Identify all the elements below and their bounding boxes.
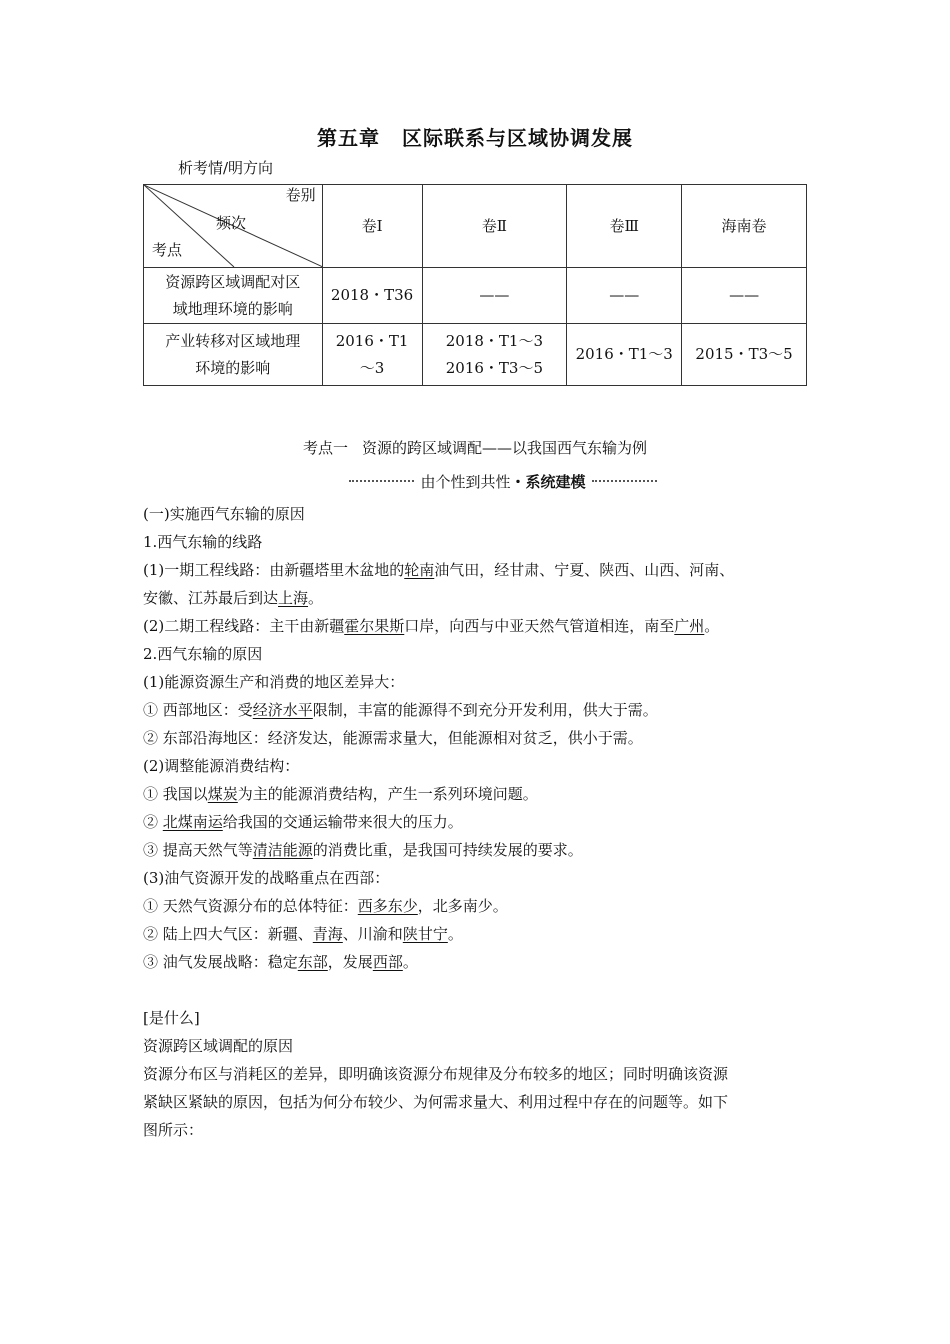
exam-table — [143, 184, 807, 386]
heading-reasons: (一)实施西气东输的原因 — [143, 505, 305, 523]
paragraph: 资源分布区与消耗区的差异，即明确该资源分布规律及分布较多的地区；同时明确该资源 — [143, 1065, 729, 1083]
paragraph: ② 东部沿海地区：经济发达，能源需求量大，但能源相对贫乏，供小于需。 — [143, 729, 643, 747]
paragraph: 图所示： — [143, 1121, 204, 1139]
cell: —— — [567, 268, 682, 324]
heading-route: 1.西气东输的线路 — [143, 533, 263, 551]
col-header-1: 卷Ⅰ — [322, 185, 422, 268]
row-topic: 产业转移对区域地理 环境的影响 — [144, 324, 323, 386]
row-topic: 资源跨区域调配对区 域地理环境的影响 — [144, 268, 323, 324]
col-header-2: 卷Ⅱ — [422, 185, 567, 268]
cell: 2018・T1～3 2016・T3～5 — [422, 324, 567, 386]
header-kaodian: 考点 — [152, 241, 183, 259]
section-banner — [343, 470, 663, 492]
dotted-line-right — [592, 480, 657, 482]
col-header-4: 海南卷 — [682, 185, 807, 268]
heading-cause: 2.西气东输的原因 — [143, 645, 263, 663]
paragraph: ③ 油气发展战略：稳定东部，发展西部。 — [143, 953, 418, 971]
paragraph: ① 天然气资源分布的总体特征：西多东少，北多南少。 — [143, 897, 508, 915]
paragraph: 紧缺区紧缺的原因，包括为何分布较少、为何需求量大、利用过程中存在的问题等。如下 — [143, 1093, 729, 1111]
paragraph: 资源跨区域调配的原因 — [143, 1037, 294, 1055]
paragraph: ① 我国以煤炭为主的能源消费结构，产生一系列环境问题。 — [143, 785, 538, 803]
subtitle: 析考情/明方向 — [178, 159, 274, 177]
spacer — [143, 976, 813, 1004]
header-juanbie: 卷别 — [285, 186, 316, 204]
paragraph: 安徽、江苏最后到达上海。 — [143, 589, 324, 607]
chapter-title: 第五章 区际联系与区域协调发展 — [317, 126, 633, 150]
table-row — [144, 268, 807, 324]
paragraph: ① 西部地区：受经济水平限制，丰富的能源得不到充分开发利用，供大于需。 — [143, 701, 658, 719]
paragraph: (1)能源资源生产和消费的地区差异大： — [143, 673, 405, 691]
cell: 2015・T3～5 — [682, 324, 807, 386]
banner-text: 由个性到共性・系统建模 — [420, 472, 586, 491]
cell: 2016・T1～3 — [567, 324, 682, 386]
tag-what: [是什么] — [143, 1009, 200, 1027]
paragraph: (1)一期工程线路：由新疆塔里木盆地的轮南油气田，经甘肃、宁夏、陕西、山西、河南、 — [143, 561, 735, 579]
cell: —— — [682, 268, 807, 324]
paragraph: (2)调整能源消费结构： — [143, 757, 300, 775]
paragraph: (3)油气资源开发的战略重点在西部： — [143, 869, 390, 887]
paragraph: ② 陆上四大气区：新疆、青海、川渝和陕甘宁。 — [143, 925, 463, 943]
col-header-3: 卷Ⅲ — [567, 185, 682, 268]
dotted-line-left — [349, 480, 414, 482]
paragraph: ③ 提高天然气等清洁能源的消费比重，是我国可持续发展的要求。 — [143, 841, 583, 859]
header-pinci: 频次 — [216, 214, 247, 232]
body-text — [143, 500, 813, 1144]
cell: —— — [422, 268, 567, 324]
table-row — [144, 324, 807, 386]
section-title: 考点一 资源的跨区域调配——以我国西气东输为例 — [302, 439, 648, 457]
paragraph: ② 北煤南运给我国的交通运输带来很大的压力。 — [143, 813, 463, 831]
cell: 2016・T1 ～3 — [322, 324, 422, 386]
table-header-row — [144, 185, 807, 268]
paragraph: (2)二期工程线路：主干由新疆霍尔果斯口岸，向西与中亚天然气管道相连，南至广州。 — [143, 617, 720, 635]
cell: 2018・T36 — [322, 268, 422, 324]
diagonal-header-cell — [144, 185, 323, 268]
